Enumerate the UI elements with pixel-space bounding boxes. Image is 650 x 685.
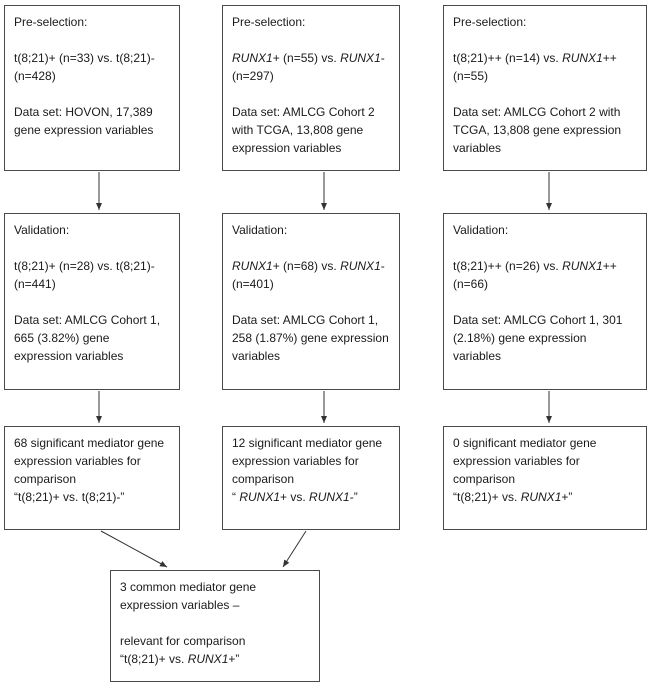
text-line: Validation: [453,223,509,237]
result-box-col2 [222,426,400,530]
text-line: RUNX1+ (n=55) vs. RUNX1- (n=297) [232,51,385,83]
text-line [14,85,170,103]
text-line: Validation: [232,223,288,237]
text-line: “ RUNX1+ vs. RUNX1-” [232,490,358,504]
validation-box-col1 [4,213,180,390]
result-box-col1 [4,426,180,530]
text-line: “t(8;21)+ vs. t(8;21)-” [14,490,125,504]
preselection-box-col2 [222,5,400,171]
text-line: 12 significant mediator gene expression variables for comparison [232,436,383,486]
validation-box-col2 [222,213,400,390]
text-line: RUNX1+ (n=68) vs. RUNX1- (n=401) [232,259,385,291]
arrow-result2-to-common [283,531,306,567]
text-line [453,85,637,103]
text-line [14,293,170,311]
text-line: Data set: AMLCG Cohort 1, 258 (1.87%) gene expression variables [232,313,389,363]
text-line [120,614,310,632]
text-line: Data set: AMLCG Cohort 1, 301 (2.18%) gene expression variables [453,313,623,363]
text-line: t(8;21)+ (n=33) vs. t(8;21)- (n=428) [14,51,155,83]
preselection-box-col3 [443,5,647,171]
text-line: Data set: AMLCG Cohort 1, 665 (3.82%) gene expression variables [14,313,161,363]
text-line: Pre-selection: [232,15,306,29]
text-line: Validation: [14,223,70,237]
text-line: “t(8;21)+ vs. RUNX1+” [453,490,573,504]
text-line: Data set: HOVON, 17,389 gene expression variables [14,105,154,137]
text-line: 3 common mediator gene expression variables – [120,580,257,612]
text-line: Data set: AMLCG Cohort 2 with TCGA, 13,808 gene expression variables [453,105,622,155]
text-line [453,293,637,311]
text-line [232,31,390,49]
text-line: Pre-selection: [453,15,527,29]
text-line [453,31,637,49]
text-line [14,31,170,49]
text-line [453,239,637,257]
result-box-col3 [443,426,647,530]
text-line: 68 significant mediator gene expression variables for comparison [14,436,165,486]
text-line: t(8;21)+ (n=28) vs. t(8;21)- (n=441) [14,259,155,291]
text-line: “t(8;21)+ vs. RUNX1+” [120,652,240,666]
text-line [232,85,390,103]
text-line [14,239,170,257]
text-line: t(8;21)++ (n=14) vs. RUNX1++ (n=55) [453,51,617,83]
arrow-result1-to-common [101,531,167,567]
validation-box-col3 [443,213,647,390]
preselection-box-col1 [4,5,180,171]
text-line: relevant for comparison [120,634,246,648]
text-line: t(8;21)++ (n=26) vs. RUNX1++ (n=66) [453,259,617,291]
text-line [232,293,390,311]
text-line: Data set: AMLCG Cohort 2 with TCGA, 13,808 gene expression variables [232,105,375,155]
text-line [232,239,390,257]
text-line: Pre-selection: [14,15,88,29]
text-line: 0 significant mediator gene expression variables for comparison [453,436,597,486]
common-mediator-box [110,570,320,682]
